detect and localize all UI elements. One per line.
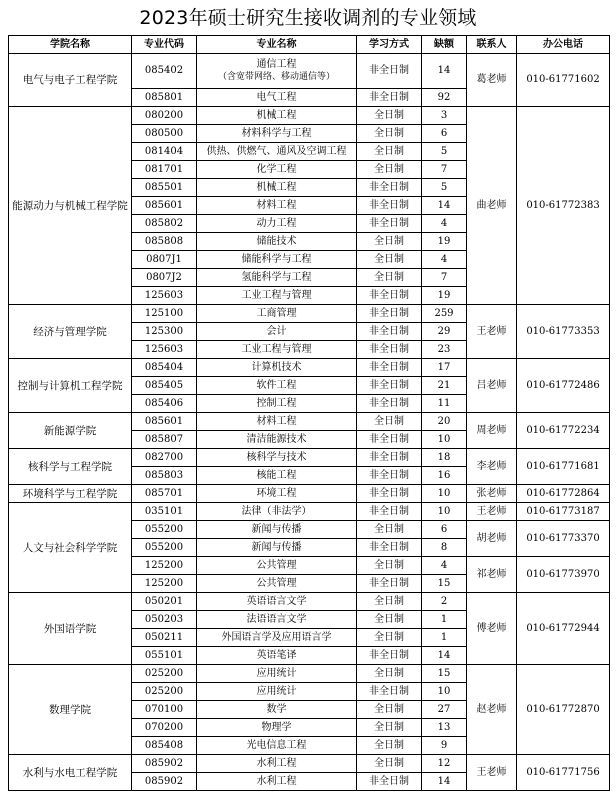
vacancy-count: 10 — [422, 431, 467, 449]
study-mode: 非全日制 — [357, 485, 422, 503]
major-name: 核科学与技术 — [197, 449, 357, 467]
study-mode: 全日制 — [357, 557, 422, 575]
vacancy-count: 11 — [422, 395, 467, 413]
study-mode: 非全日制 — [357, 179, 422, 197]
vacancy-count: 10 — [422, 683, 467, 701]
table-row — [9, 305, 610, 323]
vacancy-count: 9 — [422, 737, 467, 755]
major-code: 085803 — [132, 467, 197, 485]
study-mode: 非全日制 — [357, 503, 422, 521]
vacancy-count: 7 — [422, 269, 467, 287]
major-code: 081404 — [132, 143, 197, 161]
office-phone: 010-61773370 — [517, 521, 610, 557]
table-row — [9, 755, 610, 773]
major-code: 085408 — [132, 737, 197, 755]
study-mode: 非全日制 — [357, 197, 422, 215]
study-mode: 非全日制 — [357, 287, 422, 305]
school-name: 核科学与工程学院 — [9, 449, 132, 485]
vacancy-count: 19 — [422, 233, 467, 251]
major-code: 085701 — [132, 485, 197, 503]
study-mode: 全日制 — [357, 611, 422, 629]
major-name: 公共管理 — [197, 557, 357, 575]
major-code: 025200 — [132, 665, 197, 683]
major-code: 050201 — [132, 593, 197, 611]
major-name: 材料工程 — [197, 197, 357, 215]
study-mode: 非全日制 — [357, 323, 422, 341]
major-code: 035101 — [132, 503, 197, 521]
major-name: 英语笔译 — [197, 647, 357, 665]
study-mode: 非全日制 — [357, 539, 422, 557]
major-name: 氢能科学与工程 — [197, 269, 357, 287]
vacancy-count: 18 — [422, 449, 467, 467]
vacancy-count: 15 — [422, 665, 467, 683]
vacancy-count: 27 — [422, 701, 467, 719]
major-code: 081701 — [132, 161, 197, 179]
school-name: 能源动力与机械工程学院 — [9, 107, 132, 305]
major-code: 070100 — [132, 701, 197, 719]
contact-person: 张老师 — [467, 485, 517, 503]
study-mode: 非全日制 — [357, 449, 422, 467]
major-name: 会计 — [197, 323, 357, 341]
vacancy-count: 6 — [422, 521, 467, 539]
major-name: 水利工程 — [197, 755, 357, 773]
vacancy-count: 20 — [422, 413, 467, 431]
contact-person: 祁老师 — [467, 557, 517, 593]
major-code: 082700 — [132, 449, 197, 467]
major-code: 080500 — [132, 125, 197, 143]
office-phone: 010-61771756 — [517, 755, 610, 791]
major-code: 025200 — [132, 683, 197, 701]
study-mode: 非全日制 — [357, 54, 422, 89]
table-row — [9, 413, 610, 431]
major-name: 储能技术 — [197, 233, 357, 251]
office-phone: 010-61773970 — [517, 557, 610, 593]
study-mode: 全日制 — [357, 413, 422, 431]
major-name-main: 通信工程 — [256, 59, 297, 70]
study-mode: 全日制 — [357, 233, 422, 251]
major-code: 0807J2 — [132, 269, 197, 287]
vacancy-count: 14 — [422, 197, 467, 215]
office-phone: 010-61773187 — [517, 503, 610, 521]
study-mode: 全日制 — [357, 629, 422, 647]
office-phone: 010-61772870 — [517, 665, 610, 755]
major-name: 材料科学与工程 — [197, 125, 357, 143]
study-mode: 全日制 — [357, 755, 422, 773]
study-mode: 非全日制 — [357, 773, 422, 791]
school-name: 环境科学与工程学院 — [9, 485, 132, 503]
major-name: 工业工程与管理 — [197, 287, 357, 305]
table-row — [9, 503, 610, 521]
major-code: 055101 — [132, 647, 197, 665]
study-mode: 全日制 — [357, 161, 422, 179]
study-mode: 全日制 — [357, 269, 422, 287]
office-phone: 010-61772234 — [517, 413, 610, 449]
study-mode: 非全日制 — [357, 215, 422, 233]
header-mode: 学习方式 — [357, 36, 422, 54]
major-code: 125300 — [132, 323, 197, 341]
contact-person: 王老师 — [467, 755, 517, 791]
major-code: 085404 — [132, 359, 197, 377]
major-code: 055200 — [132, 521, 197, 539]
major-name: 机械工程 — [197, 107, 357, 125]
study-mode: 非全日制 — [357, 359, 422, 377]
contact-person: 葛老师 — [467, 54, 517, 107]
major-name: 工商管理 — [197, 305, 357, 323]
major-code: 085902 — [132, 773, 197, 791]
major-name: 计算机技术 — [197, 359, 357, 377]
school-name: 经济与管理学院 — [9, 305, 132, 359]
vacancy-count: 10 — [422, 503, 467, 521]
header-major: 专业名称 — [197, 36, 357, 54]
study-mode: 全日制 — [357, 143, 422, 161]
major-name: 化学工程 — [197, 161, 357, 179]
vacancy-count: 14 — [422, 773, 467, 791]
office-phone: 010-61772864 — [517, 485, 610, 503]
study-mode: 非全日制 — [357, 467, 422, 485]
major-name — [197, 54, 357, 89]
major-code: 085802 — [132, 215, 197, 233]
vacancy-count: 16 — [422, 467, 467, 485]
office-phone: 010-61772486 — [517, 359, 610, 413]
vacancy-count: 17 — [422, 359, 467, 377]
major-code: 085402 — [132, 54, 197, 89]
vacancy-count: 23 — [422, 341, 467, 359]
school-name: 数理学院 — [9, 665, 132, 755]
major-name: 供热、供燃气、通风及空调工程 — [197, 143, 357, 161]
contact-person: 傅老师 — [467, 593, 517, 665]
school-name: 人文与社会科学学院 — [9, 503, 132, 593]
major-name: 动力工程 — [197, 215, 357, 233]
vacancy-count: 7 — [422, 161, 467, 179]
major-name: 工业工程与管理 — [197, 341, 357, 359]
major-code: 085807 — [132, 431, 197, 449]
major-code: 055200 — [132, 539, 197, 557]
major-code: 050203 — [132, 611, 197, 629]
major-name: 法律（非法学） — [197, 503, 357, 521]
major-name: 软件工程 — [197, 377, 357, 395]
study-mode: 全日制 — [357, 521, 422, 539]
major-code: 085801 — [132, 89, 197, 107]
major-code: 085406 — [132, 395, 197, 413]
contact-person: 李老师 — [467, 449, 517, 485]
contact-person: 曲老师 — [467, 107, 517, 305]
major-name: 清洁能源技术 — [197, 431, 357, 449]
study-mode: 非全日制 — [357, 647, 422, 665]
major-code: 125200 — [132, 557, 197, 575]
major-code: 085501 — [132, 179, 197, 197]
major-name: 法语语言文学 — [197, 611, 357, 629]
header-code: 专业代码 — [132, 36, 197, 54]
study-mode: 全日制 — [357, 701, 422, 719]
vacancy-count: 8 — [422, 539, 467, 557]
office-phone: 010-61772944 — [517, 593, 610, 665]
table-row — [9, 449, 610, 467]
major-name: 机械工程 — [197, 179, 357, 197]
vacancy-count: 21 — [422, 377, 467, 395]
study-mode: 非全日制 — [357, 575, 422, 593]
vacancy-count: 5 — [422, 143, 467, 161]
vacancy-count: 10 — [422, 485, 467, 503]
major-code: 085808 — [132, 233, 197, 251]
vacancy-count: 259 — [422, 305, 467, 323]
major-code: 050211 — [132, 629, 197, 647]
school-name: 外国语学院 — [9, 593, 132, 665]
major-code: 070200 — [132, 719, 197, 737]
major-name: 水利工程 — [197, 773, 357, 791]
major-code: 085601 — [132, 413, 197, 431]
major-name: 电气工程 — [197, 89, 357, 107]
contact-person: 赵老师 — [467, 665, 517, 755]
major-name: 英语语言文学 — [197, 593, 357, 611]
major-code: 125100 — [132, 305, 197, 323]
vacancy-count: 1 — [422, 611, 467, 629]
contact-person: 周老师 — [467, 413, 517, 449]
major-code: 125603 — [132, 341, 197, 359]
school-name: 新能源学院 — [9, 413, 132, 449]
contact-person: 胡老师 — [467, 521, 517, 557]
contact-person: 王老师 — [467, 305, 517, 359]
vacancy-count: 15 — [422, 575, 467, 593]
vacancy-count: 19 — [422, 287, 467, 305]
major-code: 125603 — [132, 287, 197, 305]
vacancy-count: 3 — [422, 107, 467, 125]
header-phone: 办公电话 — [517, 36, 610, 54]
major-name: 数学 — [197, 701, 357, 719]
study-mode: 全日制 — [357, 719, 422, 737]
study-mode: 全日制 — [357, 107, 422, 125]
table-row — [9, 359, 610, 377]
study-mode: 非全日制 — [357, 341, 422, 359]
table-row — [9, 665, 610, 683]
study-mode: 全日制 — [357, 125, 422, 143]
study-mode: 全日制 — [357, 665, 422, 683]
vacancy-count: 4 — [422, 557, 467, 575]
major-name: 新闻与传播 — [197, 521, 357, 539]
table-row — [9, 54, 610, 89]
major-code: 085902 — [132, 755, 197, 773]
vacancy-count: 5 — [422, 179, 467, 197]
vacancy-count: 92 — [422, 89, 467, 107]
major-name: 储能科学与工程 — [197, 251, 357, 269]
major-name: 应用统计 — [197, 683, 357, 701]
study-mode: 非全日制 — [357, 377, 422, 395]
study-mode: 非全日制 — [357, 683, 422, 701]
study-mode: 非全日制 — [357, 395, 422, 413]
vacancy-count: 13 — [422, 719, 467, 737]
vacancy-count: 14 — [422, 54, 467, 89]
vacancy-count: 2 — [422, 593, 467, 611]
major-name: 核能工程 — [197, 467, 357, 485]
major-code: 125200 — [132, 575, 197, 593]
vacancy-count: 4 — [422, 251, 467, 269]
major-name: 应用统计 — [197, 665, 357, 683]
vacancy-count: 29 — [422, 323, 467, 341]
header-school: 学院名称 — [9, 36, 132, 54]
contact-person: 王老师 — [467, 503, 517, 521]
major-name-note: （含宽带网络、移动通信等） — [217, 72, 335, 82]
office-phone: 010-61773353 — [517, 305, 610, 359]
vacancy-count: 14 — [422, 647, 467, 665]
page-title: 2023年硕士研究生接收调剂的专业领域 — [139, 7, 477, 29]
major-name: 物理学 — [197, 719, 357, 737]
major-name: 公共管理 — [197, 575, 357, 593]
study-mode: 全日制 — [357, 737, 422, 755]
study-mode: 全日制 — [357, 251, 422, 269]
study-mode: 全日制 — [357, 593, 422, 611]
major-name: 环境工程 — [197, 485, 357, 503]
major-name: 材料工程 — [197, 413, 357, 431]
study-mode: 非全日制 — [357, 305, 422, 323]
major-code: 080200 — [132, 107, 197, 125]
major-code: 085601 — [132, 197, 197, 215]
office-phone: 010-61771602 — [517, 54, 610, 107]
study-mode: 非全日制 — [357, 431, 422, 449]
major-name: 新闻与传播 — [197, 539, 357, 557]
study-mode: 非全日制 — [357, 89, 422, 107]
vacancy-count: 1 — [422, 629, 467, 647]
major-code: 0807J1 — [132, 251, 197, 269]
contact-person: 吕老师 — [467, 359, 517, 413]
table-row — [9, 107, 610, 125]
office-phone: 010-61772383 — [517, 107, 610, 305]
school-name: 电气与电子工程学院 — [9, 54, 132, 107]
header-vacancy: 缺额 — [422, 36, 467, 54]
vacancy-count: 12 — [422, 755, 467, 773]
major-name: 光电信息工程 — [197, 737, 357, 755]
office-phone: 010-61771681 — [517, 449, 610, 485]
vacancy-count: 6 — [422, 125, 467, 143]
table-header-row — [9, 36, 610, 54]
major-code: 085405 — [132, 377, 197, 395]
major-name: 控制工程 — [197, 395, 357, 413]
table-row — [9, 485, 610, 503]
school-name: 控制与计算机工程学院 — [9, 359, 132, 413]
school-name: 水利与水电工程学院 — [9, 755, 132, 791]
major-name: 外国语言学及应用语言学 — [197, 629, 357, 647]
vacancy-table — [8, 35, 610, 791]
table-row — [9, 593, 610, 611]
vacancy-count: 4 — [422, 215, 467, 233]
header-contact: 联系人 — [467, 36, 517, 54]
